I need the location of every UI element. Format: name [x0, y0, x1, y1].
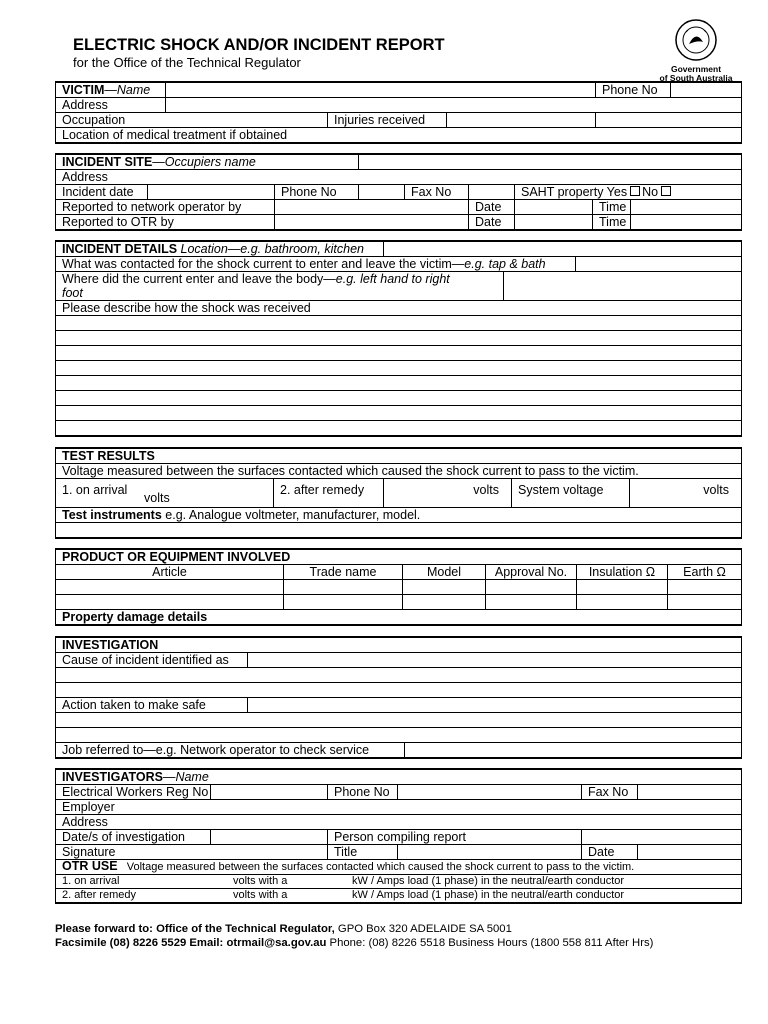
- voltage-description: Voltage measured between the surfaces contacted which caused the shock current to pass to the victim.: [56, 464, 742, 479]
- describe-line[interactable]: [56, 331, 742, 346]
- victim-name-field[interactable]: [166, 82, 596, 98]
- action-field[interactable]: [248, 698, 742, 713]
- earth-field[interactable]: [668, 595, 742, 610]
- column-insulation: Insulation Ω: [577, 565, 668, 580]
- where-label: Where did the current enter and leave the body—e.g. left hand to right foot: [56, 272, 504, 301]
- investigation-heading: INVESTIGATION: [56, 637, 742, 653]
- state-seal-icon: [674, 18, 718, 62]
- describe-label: Please describe how the shock was received: [56, 301, 742, 316]
- site-fax-field[interactable]: [469, 185, 515, 200]
- table-row: [56, 595, 742, 610]
- reported-network-date-field[interactable]: [515, 200, 593, 215]
- on-arrival-cell[interactable]: 1. on arrival volts: [56, 479, 274, 508]
- insulation-field[interactable]: [577, 580, 668, 595]
- contacted-label: What was contacted for the shock current to enter and leave the victim—e.g. tap & bath: [56, 257, 576, 272]
- investigator-date-field[interactable]: [638, 845, 742, 860]
- describe-line[interactable]: [56, 361, 742, 376]
- reported-otr-time-field[interactable]: [631, 215, 742, 231]
- trade-name-field[interactable]: [284, 580, 403, 595]
- reported-otr-date-label: Date: [469, 215, 515, 231]
- describe-line[interactable]: [56, 346, 742, 361]
- describe-line[interactable]: [56, 376, 742, 391]
- reported-otr-date-field[interactable]: [515, 215, 593, 231]
- title-label: Title: [328, 845, 398, 860]
- column-approval: Approval No.: [486, 565, 577, 580]
- approval-field[interactable]: [486, 580, 577, 595]
- footer: [55, 922, 653, 950]
- describe-line[interactable]: [56, 316, 742, 331]
- reported-network-field[interactable]: [275, 200, 469, 215]
- title-field[interactable]: [398, 845, 582, 860]
- saht-no-checkbox[interactable]: [661, 186, 671, 196]
- incident-location-field[interactable]: [384, 241, 742, 257]
- column-article: Article: [56, 565, 284, 580]
- investigator-phone-field[interactable]: [398, 785, 582, 800]
- investigator-date-label: Date: [582, 845, 638, 860]
- trade-name-field[interactable]: [284, 595, 403, 610]
- investigator-address-label: Address: [56, 815, 742, 830]
- form-title: ELECTRIC SHOCK AND/OR INCIDENT REPORT: [73, 36, 445, 54]
- victim-phone-label: Phone No: [596, 82, 671, 98]
- investigation-section: [55, 636, 742, 759]
- victim-address-field[interactable]: [166, 98, 742, 113]
- referred-field[interactable]: [405, 743, 742, 759]
- government-text: Government of South Australia: [659, 64, 733, 83]
- test-results-heading: TEST RESULTS: [56, 448, 742, 464]
- incident-details-heading: INCIDENT DETAILS Location—e.g. bathroom, kitchen: [56, 241, 384, 257]
- incident-date-field[interactable]: [148, 185, 275, 200]
- saht-property: SAHT property Yes No: [515, 185, 742, 200]
- reg-no-label: Electrical Workers Reg No: [56, 785, 211, 800]
- victim-address-label: Address: [56, 98, 166, 113]
- contacted-field[interactable]: [576, 257, 742, 272]
- compiling-field[interactable]: [582, 830, 742, 845]
- investigator-fax-label: Fax No: [582, 785, 638, 800]
- dates-label: Date/s of investigation: [56, 830, 211, 845]
- article-field[interactable]: [56, 595, 284, 610]
- describe-line[interactable]: [56, 391, 742, 406]
- test-instruments-field[interactable]: [56, 523, 742, 539]
- investigator-fax-field[interactable]: [638, 785, 742, 800]
- action-line[interactable]: [56, 728, 742, 743]
- dates-field[interactable]: [211, 830, 328, 845]
- victim-medical-label: Location of medical treatment if obtained: [56, 128, 742, 144]
- column-trade-name: Trade name: [284, 565, 403, 580]
- reported-network-date-label: Date: [469, 200, 515, 215]
- approval-field[interactable]: [486, 595, 577, 610]
- reg-no-field[interactable]: [211, 785, 328, 800]
- saht-yes-checkbox[interactable]: [630, 186, 640, 196]
- after-remedy-label: 2. after remedy: [274, 479, 384, 508]
- describe-line[interactable]: [56, 421, 742, 437]
- test-results-section: [55, 447, 742, 539]
- victim-heading: VICTIM—Name: [56, 82, 166, 98]
- reported-otr-field[interactable]: [275, 215, 469, 231]
- cause-field[interactable]: [248, 653, 742, 668]
- site-phone-field[interactable]: [359, 185, 405, 200]
- signature-label: Signature: [56, 845, 328, 860]
- column-model: Model: [403, 565, 486, 580]
- system-voltage-label: System voltage: [512, 479, 630, 508]
- forward-line: Please forward to: Office of the Technical Regulator, GPO Box 320 ADELAIDE SA 5001: [55, 923, 512, 935]
- action-label: Action taken to make safe: [56, 698, 248, 713]
- victim-occupation-label: Occupation: [56, 113, 328, 128]
- victim-phone-field[interactable]: [671, 82, 742, 98]
- victim-injuries-field[interactable]: [447, 113, 596, 127]
- contact-line: Facsimile (08) 8226 5529 Email: otrmail@sa.gov.au Phone: (08) 8226 5518 Business Hours (1800 558 811 After Hrs): [55, 937, 654, 949]
- reported-otr-time-label: Time: [593, 215, 631, 231]
- table-row: [56, 580, 742, 595]
- incident-date-label: Incident date: [56, 185, 148, 200]
- cause-line[interactable]: [56, 668, 742, 683]
- property-damage-label: Property damage details: [56, 610, 742, 626]
- test-instruments-label: Test instruments e.g. Analogue voltmeter, manufacturer, model.: [56, 508, 742, 523]
- referred-label: Job referred to—e.g. Network operator to check service: [56, 743, 405, 759]
- form-subtitle: for the Office of the Technical Regulator: [73, 55, 301, 70]
- cause-line[interactable]: [56, 683, 742, 698]
- reported-otr-label: Reported to OTR by: [56, 215, 275, 231]
- model-field[interactable]: [403, 595, 486, 610]
- product-section: [55, 548, 742, 626]
- victim-injuries-field-extra[interactable]: [596, 113, 742, 128]
- model-field[interactable]: [403, 580, 486, 595]
- employer-label: Employer: [56, 800, 742, 815]
- site-address-label: Address: [56, 170, 742, 185]
- otr-arrival-row: 1. on arrival volts with a kW / Amps load (1 phase) in the neutral/earth conductor: [56, 875, 742, 889]
- incident-details-section: [55, 240, 742, 437]
- reported-network-label: Reported to network operator by: [56, 200, 275, 215]
- after-remedy-volts[interactable]: volts: [384, 479, 512, 508]
- investigators-heading: INVESTIGATORS—Name: [56, 769, 742, 785]
- victim-section: [55, 81, 742, 144]
- incident-site-section: [55, 153, 742, 231]
- otr-use-row: OTR USE Voltage measured between the surfaces contacted which caused the shock current to pass to the victim.: [56, 860, 742, 875]
- site-fax-label: Fax No: [405, 185, 469, 200]
- product-heading: PRODUCT OR EQUIPMENT INVOLVED: [56, 549, 742, 565]
- insulation-field[interactable]: [577, 595, 668, 610]
- victim-injuries-label: Injuries received: [328, 113, 447, 127]
- otr-remedy-row: 2. after remedy volts with a kW / Amps load (1 phase) in the neutral/earth conductor: [56, 889, 742, 904]
- column-earth: Earth Ω: [668, 565, 742, 580]
- action-line[interactable]: [56, 713, 742, 728]
- cause-label: Cause of incident identified as: [56, 653, 248, 668]
- earth-field[interactable]: [668, 580, 742, 595]
- occupier-name-field[interactable]: [359, 154, 742, 170]
- site-phone-label: Phone No: [275, 185, 359, 200]
- article-field[interactable]: [56, 580, 284, 595]
- incident-site-heading: INCIDENT SITE—Occupiers name: [56, 154, 359, 170]
- investigators-section: [55, 768, 742, 904]
- where-field[interactable]: [504, 272, 742, 301]
- investigator-phone-label: Phone No: [328, 785, 398, 800]
- government-logo: [648, 18, 744, 83]
- compiling-label: Person compiling report: [328, 830, 582, 845]
- system-voltage-volts[interactable]: volts: [630, 479, 742, 508]
- describe-line[interactable]: [56, 406, 742, 421]
- reported-network-time-field[interactable]: [631, 200, 742, 215]
- reported-network-time-label: Time: [593, 200, 631, 215]
